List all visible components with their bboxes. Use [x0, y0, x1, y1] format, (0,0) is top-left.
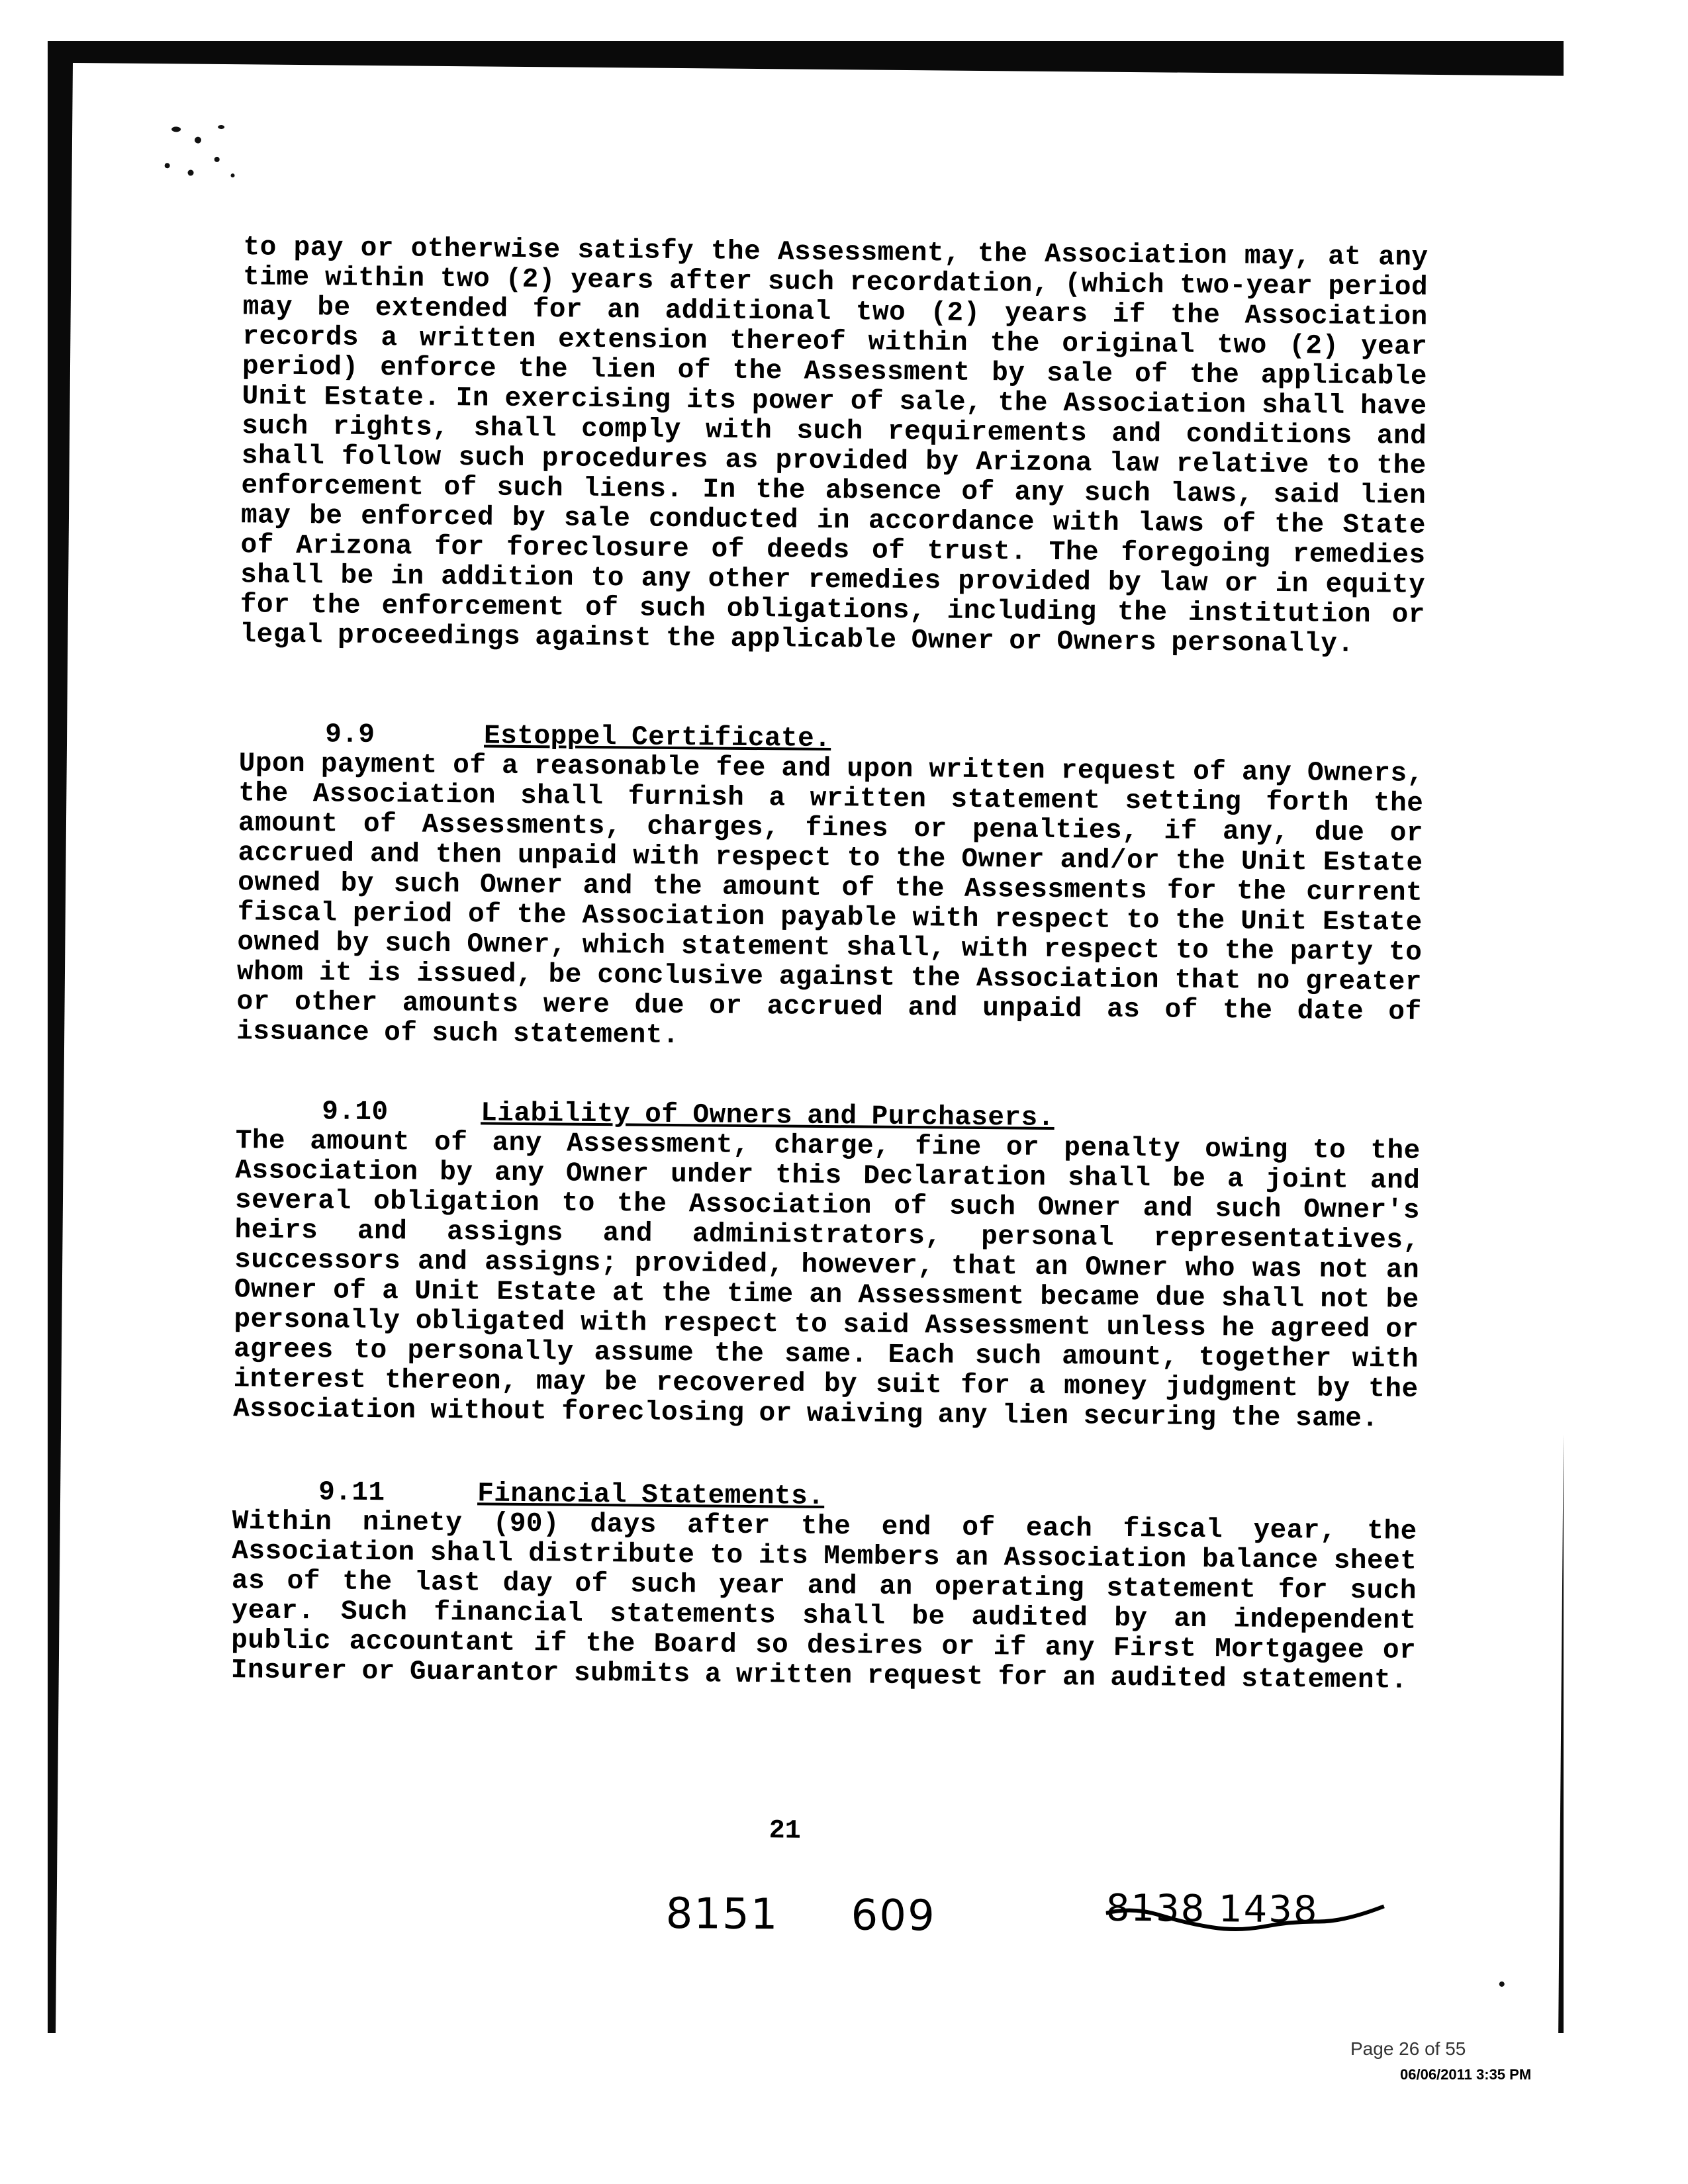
- scan-speck: [218, 125, 224, 129]
- section-title: Liability of Owners and Purchasers.: [480, 1098, 1055, 1134]
- scan-speck: [171, 126, 181, 132]
- section-title: Financial Statements.: [477, 1479, 825, 1512]
- handwritten-book-number: 8151: [665, 1889, 779, 1940]
- scan-speck: [165, 163, 170, 168]
- section-number: 9.11: [318, 1477, 385, 1509]
- page-number: 21: [769, 1816, 801, 1846]
- scan-speck: [195, 137, 201, 144]
- section-9-11: [231, 1477, 1418, 1696]
- struck-out-recording-number: [1105, 1887, 1318, 1932]
- section-body: Upon payment of a reasonable fee and upon written request of any Owners, the Association shall furnish a written statement setting forth the amount of Assessments, charges, fines or penalties, if any, due or accrued and then unpaid with respect to the Owner and/or the Unit Estate owned by such Owner and the amount of the Assessments for the current fiscal period of the Association payable with respect to the Unit Estate owned by such Owner, which statement shall, with respect to the party to whom it is issued, be conclusive against the Association that no greater or other amounts were due or accrued and unpaid as of the date of issuance of such statement.: [236, 749, 1424, 1052]
- section-body: The amount of any Assessment, charge, fine or penalty owing to the Association by any Owner under this Declaration shall be a joint and several obligation to the Association of such Owner and such Owner's heirs and assigns and administrators, personal representatives, successors and assigns; provided, however, that an Owner who was not an Owner of a Unit Estate at the time an Assessment became due shall not be personally obligated with respect to said Assessment unless he agreed or agrees to personally assume the same. Each such amount, together with interest thereon, may be recovered by suit for a money judgment by the Association without foreclosing or waiving any lien securing the same.: [233, 1126, 1421, 1435]
- section-number: 9.9: [324, 719, 375, 751]
- section-number: 9.10: [321, 1097, 389, 1128]
- strikethrough-scribble-icon: [1105, 1900, 1397, 1942]
- scan-speck: [1499, 1981, 1505, 1987]
- struck-text: 8138 1438: [1105, 1886, 1319, 1932]
- document-page: [56, 63, 1575, 2055]
- section-body: Within ninety (90) days after the end of each fiscal year, the Association shall distribute to its Members an Association balance sheet as of the last day of such year and an operating statement for such year. Such financial statements shall be audited by an independent public accountant if the Board so desires or if any First Mortgagee or Insurer or Guarantor submits a written request for an audited statement.: [230, 1506, 1417, 1696]
- footer-timestamp: 06/06/2011 3:35 PM: [1400, 2066, 1532, 2083]
- scan-speck: [188, 170, 194, 176]
- section-title: Estoppel Certificate.: [483, 721, 831, 755]
- handwritten-page-number: 609: [851, 1891, 937, 1941]
- footer-page-indicator: Page 26 of 55: [1350, 2038, 1466, 2059]
- section-9-9: [236, 719, 1424, 1058]
- scan-speck: [214, 157, 220, 162]
- continuation-paragraph: to pay or otherwise satisfy the Assessment, the Association may, at any time within two (2) years after such recordation, (which two-year period may be extended for an additional two (2) years if the Association records a written extension thereof within the original two (2) year period) enforce the lien of the Assessment by sale of the applicable Unit Estate. In exercising its power of sale, the Association shall have such rights, shall comply with such requirements and conditions and shall follow such procedures as provided by Arizona law relative to the enforcement of such liens. In the absence of any such laws, said lien may be enforced by sale conducted in accordance with laws of the State of Arizona for foreclosure of deeds of trust. The foregoing remedies shall be in addition to any other remedies provided by law or in equity for the enforcement of such obligations, including the institution or legal proceedings against the applicable Owner or Owners personally.: [240, 232, 1429, 660]
- scan-speck: [230, 173, 234, 177]
- section-9-10: [233, 1097, 1421, 1435]
